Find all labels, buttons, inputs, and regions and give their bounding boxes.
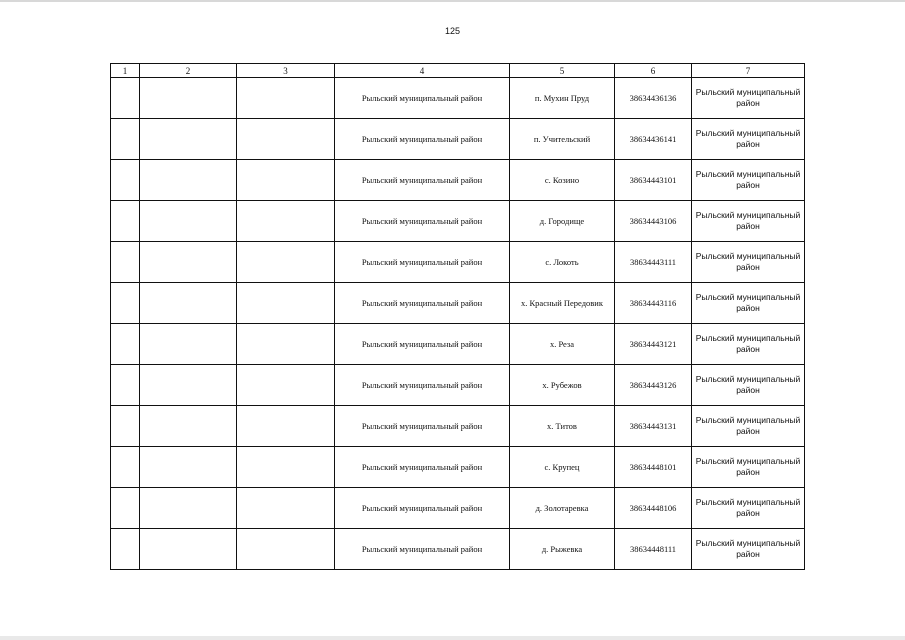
header-col-3: 3 [237, 64, 335, 78]
cell-district-note: Рыльский муниципальный район [692, 201, 805, 242]
cell-settlement: п. Учительский [510, 119, 615, 160]
cell-col-3 [237, 119, 335, 160]
cell-settlement: х. Титов [510, 406, 615, 447]
cell-district-note: Рыльский муниципальный район [692, 488, 805, 529]
cell-col-3 [237, 324, 335, 365]
cell-code: 38634443126 [615, 365, 692, 406]
table-row [111, 119, 805, 160]
table-body [111, 78, 805, 570]
header-col-2: 2 [140, 64, 237, 78]
header-col-6: 6 [615, 64, 692, 78]
cell-district-note: Рыльский муниципальный район [692, 365, 805, 406]
cell-settlement: х. Рубежов [510, 365, 615, 406]
cell-district-note: Рыльский муниципальный район [692, 160, 805, 201]
cell-settlement: д. Золотаревка [510, 488, 615, 529]
cell-col-1 [111, 529, 140, 570]
cell-district: Рыльский муниципальный район [335, 160, 510, 201]
cell-col-1 [111, 242, 140, 283]
header-col-4: 4 [335, 64, 510, 78]
cell-col-1 [111, 201, 140, 242]
cell-col-2 [140, 283, 237, 324]
cell-col-1 [111, 283, 140, 324]
cell-col-3 [237, 406, 335, 447]
cell-code: 38634448101 [615, 447, 692, 488]
cell-col-1 [111, 447, 140, 488]
cell-district: Рыльский муниципальный район [335, 365, 510, 406]
cell-code: 38634443121 [615, 324, 692, 365]
cell-settlement: с. Козино [510, 160, 615, 201]
cell-col-3 [237, 529, 335, 570]
cell-district: Рыльский муниципальный район [335, 119, 510, 160]
cell-col-2 [140, 488, 237, 529]
cell-col-2 [140, 160, 237, 201]
table-row [111, 488, 805, 529]
cell-district-note: Рыльский муниципальный район [692, 119, 805, 160]
cell-col-1 [111, 324, 140, 365]
page-number: 125 [444, 26, 461, 36]
cell-col-2 [140, 119, 237, 160]
table-row [111, 78, 805, 119]
cell-code: 38634436136 [615, 78, 692, 119]
cell-col-3 [237, 447, 335, 488]
table-row [111, 242, 805, 283]
cell-settlement: с. Крупец [510, 447, 615, 488]
cell-settlement: х. Реза [510, 324, 615, 365]
cell-district-note: Рыльский муниципальный район [692, 406, 805, 447]
cell-district: Рыльский муниципальный район [335, 529, 510, 570]
table-row [111, 283, 805, 324]
cell-district-note: Рыльский муниципальный район [692, 242, 805, 283]
cell-settlement: с. Локоть [510, 242, 615, 283]
cell-col-1 [111, 78, 140, 119]
page-edge-bottom [0, 636, 905, 640]
cell-district: Рыльский муниципальный район [335, 488, 510, 529]
table-row [111, 529, 805, 570]
cell-col-3 [237, 242, 335, 283]
cell-col-3 [237, 488, 335, 529]
table-row [111, 365, 805, 406]
table-row [111, 160, 805, 201]
table-row [111, 324, 805, 365]
cell-district: Рыльский муниципальный район [335, 283, 510, 324]
cell-code: 38634443116 [615, 283, 692, 324]
cell-col-2 [140, 365, 237, 406]
cell-col-3 [237, 201, 335, 242]
cell-code: 38634436141 [615, 119, 692, 160]
cell-code: 38634443131 [615, 406, 692, 447]
cell-district-note: Рыльский муниципальный район [692, 283, 805, 324]
table-row [111, 201, 805, 242]
header-col-5: 5 [510, 64, 615, 78]
cell-col-2 [140, 529, 237, 570]
cell-district-note: Рыльский муниципальный район [692, 78, 805, 119]
cell-col-2 [140, 201, 237, 242]
cell-district: Рыльский муниципальный район [335, 406, 510, 447]
cell-col-2 [140, 406, 237, 447]
cell-col-3 [237, 283, 335, 324]
cell-col-3 [237, 365, 335, 406]
cell-code: 38634443106 [615, 201, 692, 242]
cell-settlement: д. Рыжевка [510, 529, 615, 570]
cell-settlement: п. Мухин Пруд [510, 78, 615, 119]
header-row [111, 64, 805, 78]
cell-district: Рыльский муниципальный район [335, 447, 510, 488]
header-col-1: 1 [111, 64, 140, 78]
cell-col-2 [140, 447, 237, 488]
table-header [111, 64, 805, 78]
cell-col-1 [111, 406, 140, 447]
cell-code: 38634443111 [615, 242, 692, 283]
cell-col-3 [237, 78, 335, 119]
cell-district-note: Рыльский муниципальный район [692, 324, 805, 365]
cell-col-2 [140, 242, 237, 283]
cell-col-1 [111, 160, 140, 201]
cell-district-note: Рыльский муниципальный район [692, 447, 805, 488]
cell-code: 38634443101 [615, 160, 692, 201]
cell-col-1 [111, 119, 140, 160]
cell-district: Рыльский муниципальный район [335, 324, 510, 365]
cell-code: 38634448111 [615, 529, 692, 570]
cell-district: Рыльский муниципальный район [335, 201, 510, 242]
table-row [111, 406, 805, 447]
page-edge-top [0, 0, 905, 2]
cell-col-2 [140, 78, 237, 119]
document-table [110, 63, 805, 570]
cell-district: Рыльский муниципальный район [335, 242, 510, 283]
cell-col-1 [111, 365, 140, 406]
cell-district-note: Рыльский муниципальный район [692, 529, 805, 570]
cell-col-1 [111, 488, 140, 529]
cell-code: 38634448106 [615, 488, 692, 529]
cell-district: Рыльский муниципальный район [335, 78, 510, 119]
cell-col-3 [237, 160, 335, 201]
cell-col-2 [140, 324, 237, 365]
cell-settlement: д. Городище [510, 201, 615, 242]
header-col-7: 7 [692, 64, 805, 78]
cell-settlement: х. Красный Передовик [510, 283, 615, 324]
table-row [111, 447, 805, 488]
